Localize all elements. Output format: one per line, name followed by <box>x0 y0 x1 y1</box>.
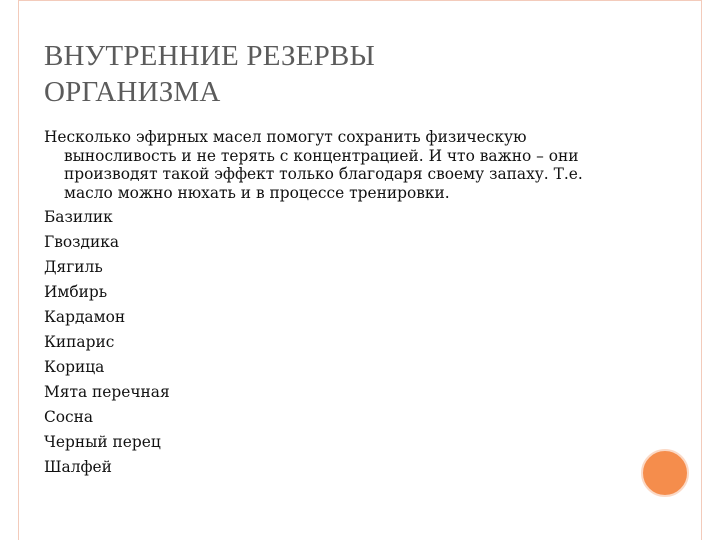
frame-left-line <box>18 0 19 540</box>
intro-paragraph: Несколько эфирных масел помогут сохранить физическую выносливость и не терять с концентрацией. И что важно – они производят такой эффект только благодаря своему запаху. Т.е. масло можно нюхать и в процессе тренировки. <box>44 128 583 202</box>
list-item: Кардамон <box>44 308 126 327</box>
frame-right-line <box>701 0 702 540</box>
slide-content <box>44 128 634 480</box>
list-item: Корица <box>44 358 105 377</box>
slide-title-line-1: ВНУТРЕННИЕ РЕЗЕРВЫ <box>44 40 375 72</box>
list-item: Гвоздика <box>44 233 120 252</box>
slide-title-line-2: ОРГАНИЗМА <box>44 76 221 108</box>
list-item: Черный перец <box>44 433 161 452</box>
list-item: Дягиль <box>44 258 103 277</box>
frame-top-line <box>18 0 702 1</box>
list-item: Сосна <box>44 408 94 427</box>
list-item: Базилик <box>44 208 113 227</box>
decorative-circle <box>641 449 689 497</box>
list-item: Имбирь <box>44 283 108 302</box>
list-item: Мята перечная <box>44 383 170 402</box>
slide-title <box>44 38 644 110</box>
list-item: Кипарис <box>44 333 115 352</box>
list-item: Шалфей <box>44 458 112 477</box>
